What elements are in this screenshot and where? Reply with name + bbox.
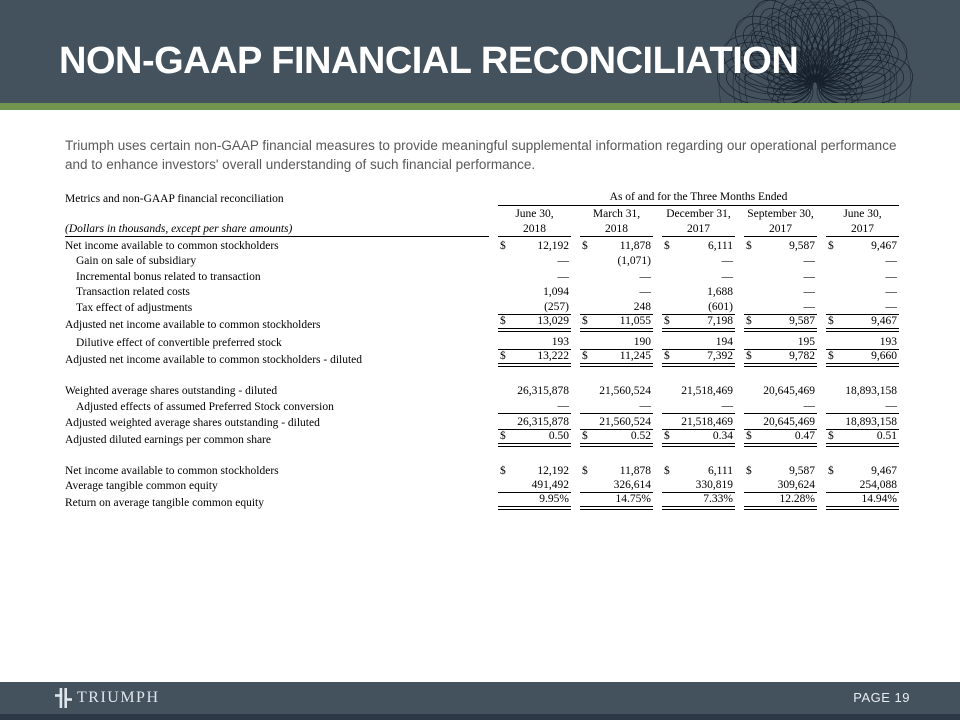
value-cell [662,430,735,447]
footer-bar [0,682,960,714]
value-cell [744,268,817,284]
value-cell [498,237,571,253]
value-cell [580,398,653,414]
value-cell [662,237,735,253]
value-text: (601) [708,300,733,313]
value-text: — [803,270,815,283]
value-text: 11,245 [619,350,651,363]
value-cell [826,299,899,315]
value-cell [498,350,571,367]
value-cell [744,237,817,253]
value-text: 195 [797,336,815,349]
value-text: 0.34 [712,429,733,442]
table-row [65,478,910,494]
value-text: 193 [551,336,569,349]
value-cell [498,478,571,494]
value-cell [580,430,653,447]
value-text: 21,518,469 [681,385,733,398]
value-text: 12,192 [537,239,569,252]
value-text: 18,893,158 [845,415,897,428]
row-label: Adjusted net income available to common stockholders [65,318,321,331]
value-cell [826,268,899,284]
row-label: Adjusted net income available to common stockholders - diluted [65,354,363,367]
dollar-sign: $ [582,464,588,477]
value-text: 330,819 [695,479,733,492]
value-cell [744,398,817,414]
table-row [65,253,910,269]
value-cell [498,493,571,510]
value-cell [662,335,735,351]
value-cell [744,462,817,478]
value-cell [580,350,653,367]
value-cell [662,414,735,430]
dollar-sign: $ [500,429,506,442]
value-text: 248 [633,300,651,313]
dollar-sign: $ [500,350,506,363]
header-banner [0,0,960,103]
value-cell [662,299,735,315]
value-text: 21,560,524 [599,415,651,428]
dollar-sign: $ [828,429,834,442]
value-cell [498,268,571,284]
value-cell [580,335,653,351]
value-cell [744,315,817,332]
row-label: Incremental bonus related to transaction [76,270,261,283]
value-text: 14.75% [615,493,651,506]
dollar-sign: $ [500,464,506,477]
value-cell [498,430,571,447]
value-cell [826,315,899,332]
value-text: — [557,399,569,412]
value-cell [580,462,653,478]
value-text: 9,587 [789,314,815,327]
value-cell [826,335,899,351]
value-text: 6,111 [707,464,733,477]
value-cell [826,414,899,430]
value-cell [826,462,899,478]
value-text: 14.94% [861,493,897,506]
value-cell [662,284,735,300]
value-text: — [639,286,651,299]
value-cell [662,493,735,510]
value-text: 190 [633,336,651,349]
value-text: — [721,399,733,412]
table-row [65,414,910,430]
value-text: (1,071) [617,255,651,268]
column-month-label: September 30, [747,208,814,220]
value-cell [498,335,571,351]
value-text: 20,645,469 [763,415,815,428]
value-cell [744,350,817,367]
value-cell [744,478,817,494]
table-row [65,268,910,284]
value-cell [580,383,653,399]
value-cell [580,478,653,494]
row-label: Average tangible common equity [65,480,218,493]
value-text: 309,624 [777,479,815,492]
row-label: Gain on sale of subsidiary [76,255,197,268]
dollar-sign: $ [828,239,834,252]
value-text: 18,893,158 [845,385,897,398]
column-year-label: 2018 [580,221,653,237]
value-cell [662,253,735,269]
reconciliation-table [65,190,910,509]
row-label: Weighted average shares outstanding - diluted [65,385,278,398]
row-label: Tax effect of adjustments [76,301,193,314]
value-text: 9,467 [871,314,897,327]
value-cell [744,284,817,300]
value-text: — [885,270,897,283]
value-cell [826,493,899,510]
value-text: 21,518,469 [681,415,733,428]
value-cell [662,462,735,478]
column-month-label: June 30, [843,208,882,220]
row-label: Transaction related costs [76,286,190,299]
brand-name: TRIUMPH [77,689,160,706]
value-text: 7,198 [707,314,733,327]
dollar-sign: $ [664,429,670,442]
value-cell [744,335,817,351]
value-cell [498,462,571,478]
value-text: 26,315,878 [517,415,569,428]
value-text: 7.33% [703,493,733,506]
footer-bottom-strip [0,714,960,720]
table-row [65,299,910,315]
value-cell [580,268,653,284]
value-cell [662,350,735,367]
value-cell [826,350,899,367]
value-text: 0.51 [876,429,897,442]
value-text: 11,055 [619,314,651,327]
row-label: Net income available to common stockholders [65,464,279,477]
table-section [65,462,910,509]
table-row [65,398,910,414]
triumph-cross-icon [55,687,72,709]
table-body [65,237,910,509]
table-years-row [65,221,910,237]
row-label: Dilutive effect of convertible preferred stock [76,337,282,350]
value-text: 326,614 [613,479,651,492]
value-text: 21,560,524 [599,385,651,398]
value-text: 194 [715,336,733,349]
table-section [65,335,910,366]
dollar-sign: $ [582,429,588,442]
value-cell [580,253,653,269]
page-number: PAGE 19 [853,690,910,705]
column-year-label: 2018 [498,221,571,237]
value-text: — [885,255,897,268]
value-text: 13,222 [537,350,569,363]
row-label: Adjusted effects of assumed Preferred Stock conversion [76,400,334,413]
dollar-sign: $ [582,314,588,327]
value-cell [662,268,735,284]
value-text: 1,688 [707,286,733,299]
value-text: 12.28% [779,493,815,506]
dollar-sign: $ [746,429,752,442]
dollar-sign: $ [664,239,670,252]
value-text: 20,645,469 [763,385,815,398]
table-months-row [65,206,910,221]
value-text: 9,467 [871,464,897,477]
value-cell [744,414,817,430]
table-units-note: (Dollars in thousands, except per share amounts) [65,221,489,237]
value-text: 13,029 [537,314,569,327]
value-cell [498,284,571,300]
column-month-label: December 31, [666,208,731,220]
dollar-sign: $ [500,314,506,327]
value-text: 11,878 [619,464,651,477]
table-row [65,493,910,509]
table-period-header: As of and for the Three Months Ended [498,190,899,206]
dollar-sign: $ [746,314,752,327]
value-cell [826,383,899,399]
value-text: 9,587 [789,239,815,252]
value-text: 9,782 [789,350,815,363]
value-text: 9,467 [871,239,897,252]
dollar-sign: $ [746,239,752,252]
value-text: 193 [879,336,897,349]
value-text: — [721,270,733,283]
value-text: 9,587 [789,464,815,477]
column-year-label: 2017 [826,221,899,237]
value-text: — [557,255,569,268]
value-cell [580,493,653,510]
value-text: 7,392 [707,350,733,363]
table-row [65,430,910,446]
value-text: — [557,270,569,283]
row-label: Adjusted diluted earnings per common share [65,433,271,446]
value-cell [580,284,653,300]
table-row [65,284,910,300]
value-cell [826,284,899,300]
value-cell [744,430,817,447]
table-header-row [65,190,910,206]
dollar-sign: $ [500,239,506,252]
value-text: (257) [544,300,569,313]
value-cell [580,315,653,332]
column-year-label: 2017 [744,221,817,237]
value-text: 491,492 [531,479,569,492]
value-cell [498,253,571,269]
dollar-sign: $ [746,350,752,363]
value-text: 26,315,878 [517,385,569,398]
row-label: Net income available to common stockholders [65,239,279,252]
value-cell [662,478,735,494]
value-text: — [639,399,651,412]
row-label: Return on average tangible common equity [65,497,264,510]
value-text: — [803,300,815,313]
value-text: — [803,255,815,268]
table-row [65,350,910,366]
page-title: NON-GAAP FINANCIAL RECONCILIATION [59,40,799,82]
value-text: — [885,300,897,313]
value-text: — [885,286,897,299]
accent-divider [0,103,960,110]
value-text: — [803,286,815,299]
value-cell [826,430,899,447]
value-text: 0.52 [630,429,651,442]
value-cell [744,493,817,510]
value-cell [498,315,571,332]
value-text: 12,192 [537,464,569,477]
spacer-cell [65,206,489,221]
table-metrics-header: Metrics and non-GAAP financial reconciliation [65,193,284,205]
dollar-sign: $ [582,239,588,252]
dollar-sign: $ [746,464,752,477]
value-cell [498,383,571,399]
value-cell [498,398,571,414]
value-text: 1,094 [543,286,569,299]
dollar-sign: $ [664,464,670,477]
intro-paragraph: Triumph uses certain non-GAAP financial measures to provide meaningful supplemental information regarding our operational performance and to enhance investors' overall understanding of such financial performance. [65,138,897,172]
value-text: 254,088 [859,479,897,492]
value-cell [580,237,653,253]
dollar-sign: $ [664,314,670,327]
value-cell [744,299,817,315]
brand-logo [55,687,160,709]
table-row [65,383,910,399]
value-cell [826,237,899,253]
table-section [65,237,910,331]
value-cell [662,398,735,414]
table-row [65,462,910,478]
dollar-sign: $ [664,350,670,363]
value-text: — [639,270,651,283]
value-text: 6,111 [707,239,733,252]
value-text: 9,660 [871,350,897,363]
value-cell [662,315,735,332]
value-text: — [885,399,897,412]
dollar-sign: $ [828,314,834,327]
value-text: 0.47 [794,429,815,442]
value-cell [744,253,817,269]
dollar-sign: $ [828,350,834,363]
value-cell [498,299,571,315]
value-text: 11,878 [619,239,651,252]
row-label: Adjusted weighted average shares outstanding - diluted [65,416,320,429]
value-cell [580,299,653,315]
value-cell [826,253,899,269]
value-cell [744,383,817,399]
value-cell [662,383,735,399]
dollar-sign: $ [828,464,834,477]
value-text: — [721,255,733,268]
value-text: — [803,399,815,412]
table-row [65,315,910,331]
column-year-label: 2017 [662,221,735,237]
column-month-label: June 30, [515,208,554,220]
value-cell [826,398,899,414]
value-cell [498,414,571,430]
table-row [65,335,910,351]
dollar-sign: $ [582,350,588,363]
column-month-label: March 31, [592,208,641,220]
value-text: 0.50 [548,429,569,442]
value-cell [580,414,653,430]
value-cell [826,478,899,494]
value-text: 9.95% [539,493,569,506]
table-row [65,237,910,253]
table-section [65,383,910,445]
